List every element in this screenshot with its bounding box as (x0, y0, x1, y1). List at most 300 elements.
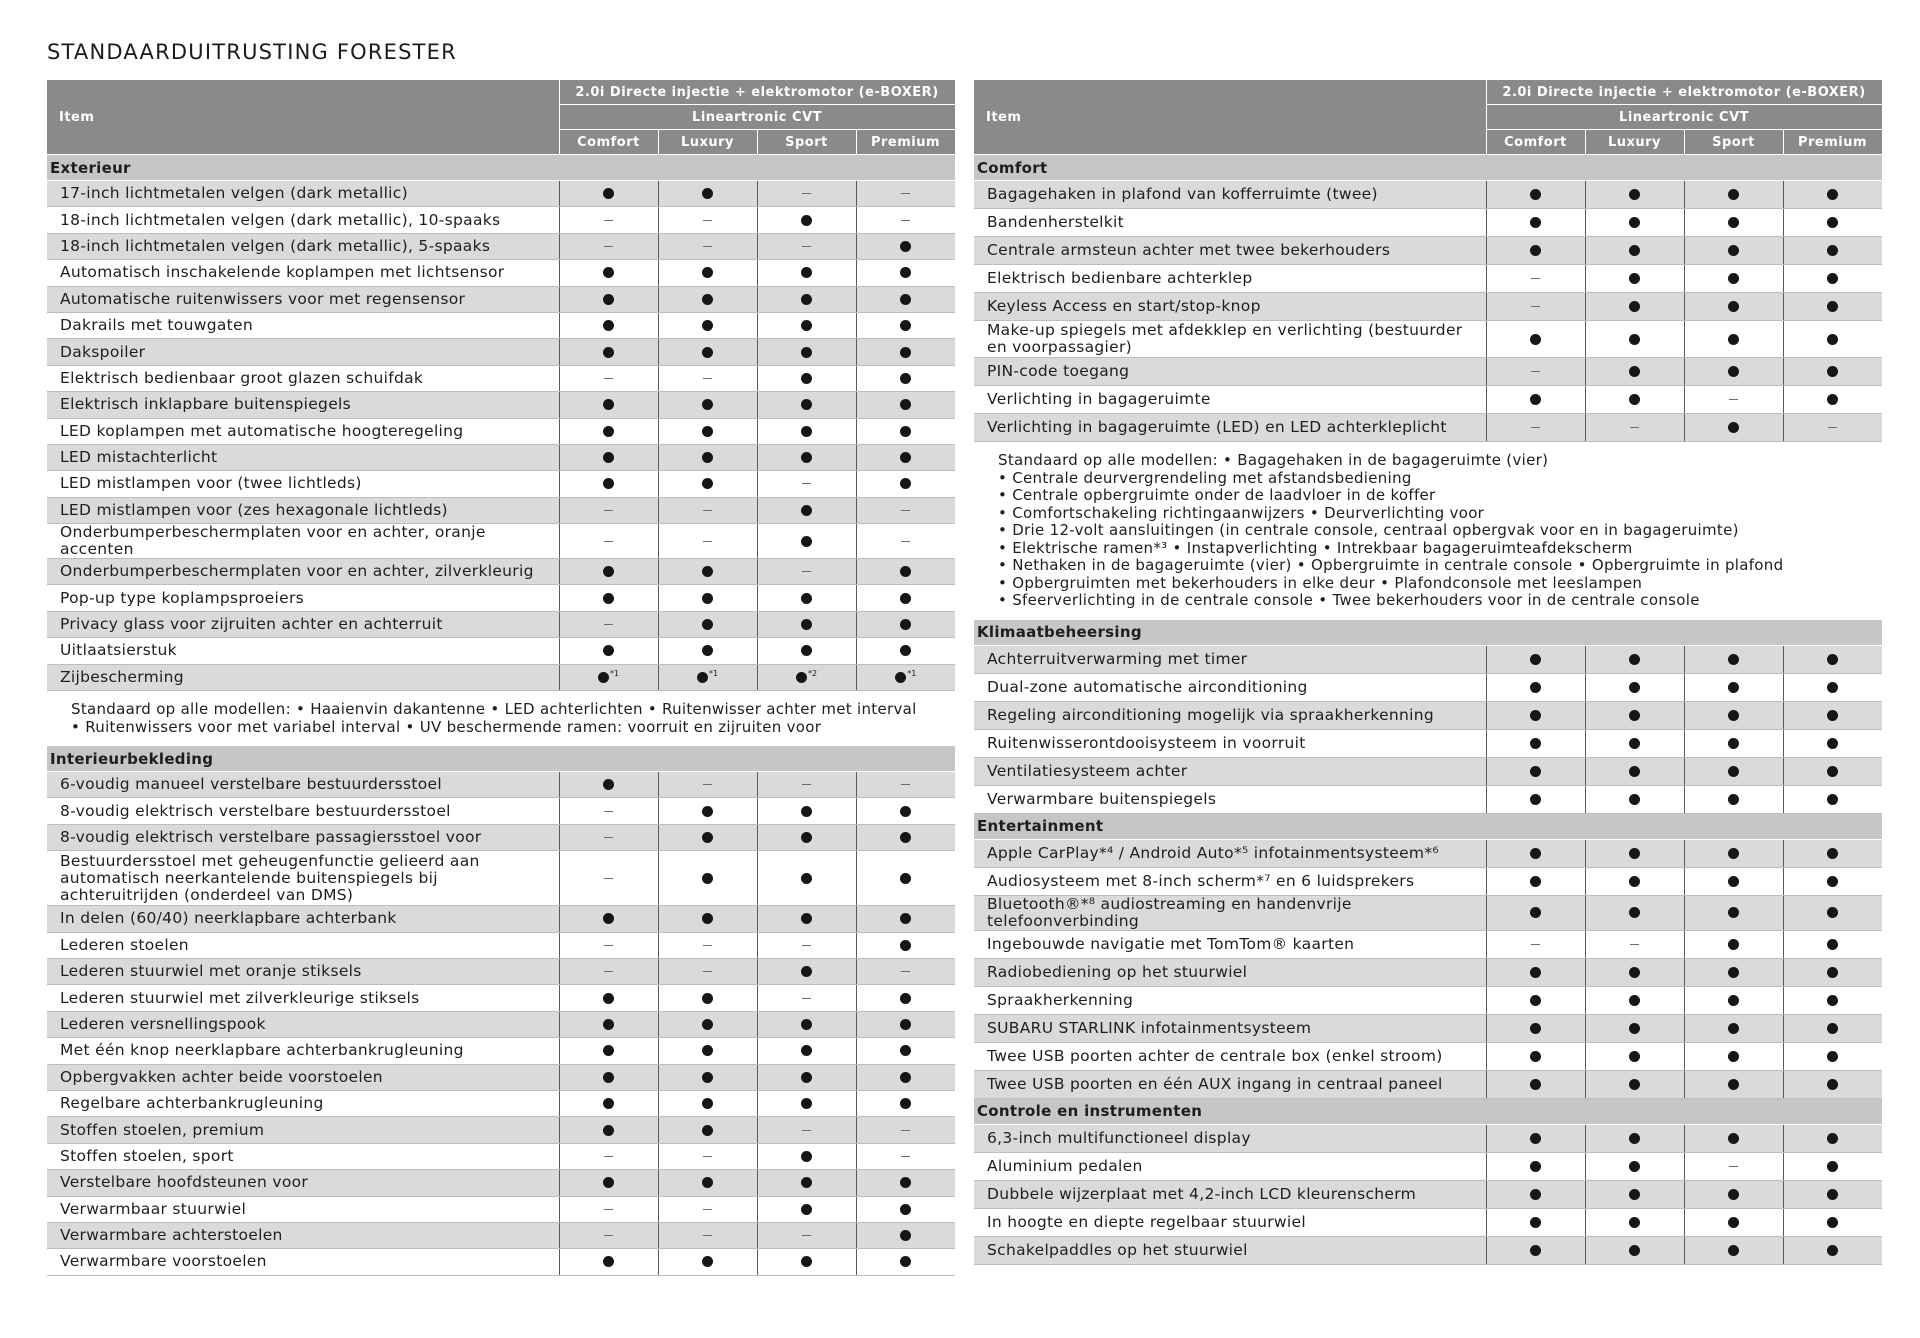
note-line: • Elektrische ramen*³ • Instapverlichting • Intrekbaar bagageruimteafdekscherm (998, 538, 1633, 557)
feature-label: Lederen versnellingspook (47, 1011, 559, 1037)
feature-label: Ingebouwde navigatie met TomTom® kaarten (974, 930, 1486, 958)
availability-cell (1585, 1236, 1684, 1264)
standard-dot-icon (1629, 654, 1640, 665)
standard-dot-icon (1530, 794, 1541, 805)
standard-dot-icon (603, 1125, 614, 1136)
standard-dot-icon (801, 1045, 812, 1056)
section-title: Exterieur (47, 155, 955, 181)
availability-cell (757, 1038, 856, 1064)
not-available-dash-icon (703, 945, 712, 946)
section-title: Controle en instrumenten (974, 1098, 1882, 1124)
table-row (974, 895, 1882, 930)
item-column-header: Item (974, 80, 1486, 155)
not-available-dash-icon (604, 878, 613, 879)
availability-cell (658, 392, 757, 418)
not-available-dash-icon (1630, 427, 1639, 428)
standard-dot-icon (1728, 766, 1739, 777)
standard-dot-icon (1728, 1189, 1739, 1200)
standard-dot-icon (702, 993, 713, 1004)
standard-dot-icon (801, 320, 812, 331)
feature-label: 17-inch lichtmetalen velgen (dark metallic) (47, 181, 559, 207)
standard-dot-icon (801, 452, 812, 463)
standard-dot-icon (702, 320, 713, 331)
availability-cell (856, 444, 955, 470)
table-row (47, 339, 955, 365)
transmission-header: Lineartronic CVT (559, 105, 955, 130)
table-row (47, 1196, 955, 1222)
table-row (974, 986, 1882, 1014)
availability-cell (757, 392, 856, 418)
table-row (47, 1038, 955, 1064)
availability-cell (658, 824, 757, 850)
availability-cell (559, 418, 658, 444)
availability-cell (1783, 321, 1882, 358)
availability-cell (757, 1011, 856, 1037)
availability-cell (559, 233, 658, 259)
availability-cell (856, 585, 955, 611)
feature-label: Achterruitverwarming met timer (974, 645, 1486, 673)
availability-cell (856, 638, 955, 664)
standard-dot-icon (801, 267, 812, 278)
table-row (47, 471, 955, 497)
not-available-dash-icon (604, 971, 613, 972)
feature-label: Privacy glass voor zijruiten achter en achterruit (47, 611, 559, 637)
availability-cell (1783, 265, 1882, 293)
table-row (974, 729, 1882, 757)
availability-cell (559, 906, 658, 932)
availability-cell (1783, 1236, 1882, 1264)
availability-cell (757, 906, 856, 932)
availability-cell (1486, 1070, 1585, 1098)
availability-cell (1585, 986, 1684, 1014)
feature-label: Aluminium pedalen (974, 1152, 1486, 1180)
availability-cell (658, 985, 757, 1011)
availability-cell (1486, 1152, 1585, 1180)
table-row (47, 1011, 955, 1037)
table-row (974, 673, 1882, 701)
section-title: Entertainment (974, 813, 1882, 839)
standard-dot-icon (1728, 967, 1739, 978)
availability-cell (559, 1064, 658, 1090)
standard-dot-icon (1728, 794, 1739, 805)
standard-dot-icon (1827, 1245, 1838, 1256)
trim-header-sport: Sport (1684, 130, 1783, 155)
standard-dot-icon (1827, 394, 1838, 405)
standard-dot-icon (1827, 273, 1838, 284)
standard-dot-icon (702, 645, 713, 656)
standard-dot-icon (1629, 334, 1640, 345)
table-row (47, 1117, 955, 1143)
standard-dot-icon (1728, 334, 1739, 345)
availability-cell (757, 1064, 856, 1090)
feature-label: Keyless Access en start/stop-knop (974, 293, 1486, 321)
availability-cell (1783, 839, 1882, 867)
availability-cell (856, 1090, 955, 1116)
availability-cell (1783, 867, 1882, 895)
standard-dot-icon (1629, 848, 1640, 859)
standard-dot-icon (1728, 682, 1739, 693)
standard-dot-icon (1530, 245, 1541, 256)
standard-dot-icon (702, 806, 713, 817)
availability-cell (856, 958, 955, 984)
feature-label: Verwarmbare achterstoelen (47, 1222, 559, 1248)
table-row (974, 1152, 1882, 1180)
availability-cell (1486, 321, 1585, 358)
standard-dot-icon (1629, 967, 1640, 978)
availability-cell (856, 524, 955, 559)
standard-dot-icon (1827, 1189, 1838, 1200)
availability-cell (1486, 673, 1585, 701)
standard-dot-icon (1629, 1133, 1640, 1144)
feature-label: In hoogte en diepte regelbaar stuurwiel (974, 1208, 1486, 1236)
availability-cell (658, 418, 757, 444)
not-available-dash-icon (604, 837, 613, 838)
not-available-dash-icon (703, 1235, 712, 1236)
standard-dot-icon (603, 1045, 614, 1056)
availability-cell (1486, 181, 1585, 209)
not-available-dash-icon (901, 784, 910, 785)
availability-cell (1585, 757, 1684, 785)
availability-cell (856, 365, 955, 391)
availability-cell (1783, 729, 1882, 757)
feature-label: Spraakherkenning (974, 986, 1486, 1014)
standard-dot-icon (900, 294, 911, 305)
standard-dot-icon (603, 452, 614, 463)
trim-header-sport: Sport (757, 130, 856, 155)
standard-dot-icon (1827, 967, 1838, 978)
availability-cell (1684, 1208, 1783, 1236)
availability-cell (1684, 757, 1783, 785)
availability-cell (559, 286, 658, 312)
availability-cell (1585, 645, 1684, 673)
availability-cell (856, 611, 955, 637)
availability-cell (559, 1249, 658, 1275)
availability-cell (1684, 1236, 1783, 1264)
section-header (47, 155, 955, 181)
not-available-dash-icon (1729, 399, 1738, 400)
feature-label: Schakelpaddles op het stuurwiel (974, 1236, 1486, 1264)
not-available-dash-icon (703, 1209, 712, 1210)
availability-cell (1783, 895, 1882, 930)
availability-cell (559, 611, 658, 637)
availability-cell (1585, 958, 1684, 986)
standard-dot-icon (1629, 710, 1640, 721)
availability-cell (1486, 237, 1585, 265)
feature-label: Stoffen stoelen, sport (47, 1143, 559, 1169)
availability-cell (1684, 181, 1783, 209)
standard-dot-icon (801, 1072, 812, 1083)
standard-dot-icon (1827, 1133, 1838, 1144)
standard-dot-icon (1728, 422, 1739, 433)
not-available-dash-icon (604, 220, 613, 221)
standard-dot-icon (1728, 1079, 1739, 1090)
availability-cell (757, 1196, 856, 1222)
availability-cell (757, 1117, 856, 1143)
availability-cell (1783, 673, 1882, 701)
standard-dot-icon (603, 913, 614, 924)
availability-cell (1486, 414, 1585, 442)
availability-cell (1486, 645, 1585, 673)
standard-dot-icon (1728, 189, 1739, 200)
standard-dot-icon (1530, 967, 1541, 978)
table-row (47, 260, 955, 286)
standard-dot-icon (1728, 273, 1739, 284)
feature-label: 6,3-inch multifunctioneel display (974, 1124, 1486, 1152)
feature-label: In delen (60/40) neerklapbare achterbank (47, 906, 559, 932)
standard-dot-icon (1728, 366, 1739, 377)
feature-label: 8-voudig elektrisch verstelbare bestuurdersstoel (47, 798, 559, 824)
availability-cell (1585, 895, 1684, 930)
standard-dot-icon (598, 672, 609, 683)
availability-cell (1684, 358, 1783, 386)
availability-cell (559, 958, 658, 984)
standard-dot-icon (1728, 301, 1739, 312)
standard-dot-icon (900, 1072, 911, 1083)
availability-cell (1684, 321, 1783, 358)
standard-note (974, 442, 1882, 620)
standard-dot-icon (1728, 1051, 1739, 1062)
availability-cell (856, 1196, 955, 1222)
standard-dot-icon (801, 832, 812, 843)
availability-cell (757, 497, 856, 523)
availability-cell (658, 181, 757, 207)
standard-dot-icon (702, 426, 713, 437)
section-header (974, 1098, 1882, 1124)
availability-cell (1783, 1014, 1882, 1042)
availability-cell (856, 286, 955, 312)
standard-dot-icon (900, 873, 911, 884)
availability-cell (559, 638, 658, 664)
availability-cell (1783, 209, 1882, 237)
standard-dot-icon (900, 806, 911, 817)
standard-dot-icon (900, 1256, 911, 1267)
availability-cell (856, 1117, 955, 1143)
feature-label: Lederen stuurwiel met oranje stiksels (47, 958, 559, 984)
table-row (47, 497, 955, 523)
availability-cell (658, 497, 757, 523)
availability-cell (1684, 1042, 1783, 1070)
standard-dot-icon (1827, 682, 1838, 693)
availability-cell (757, 418, 856, 444)
availability-cell (1585, 930, 1684, 958)
availability-cell (658, 559, 757, 585)
availability-cell (1783, 785, 1882, 813)
standard-dot-icon (603, 1098, 614, 1109)
standard-dot-icon (1530, 1245, 1541, 1256)
standard-dot-icon (1629, 794, 1640, 805)
section-header (47, 746, 955, 772)
availability-cell (1585, 181, 1684, 209)
standard-dot-icon (702, 1072, 713, 1083)
availability-cell (856, 260, 955, 286)
standard-dot-icon (1629, 273, 1640, 284)
availability-cell (1783, 181, 1882, 209)
availability-cell (1585, 701, 1684, 729)
availability-cell (757, 772, 856, 798)
availability-cell (757, 611, 856, 637)
item-column-header: Item (47, 80, 559, 155)
section-title: Interieurbekleding (47, 746, 955, 772)
table-row (47, 638, 955, 664)
standard-dot-icon (1827, 654, 1838, 665)
table-row (47, 1170, 955, 1196)
section-title: Klimaatbeheersing (974, 620, 1882, 646)
availability-cell (559, 851, 658, 906)
availability-cell (1783, 414, 1882, 442)
standard-dot-icon (702, 188, 713, 199)
standard-dot-icon (603, 320, 614, 331)
availability-cell (1783, 986, 1882, 1014)
standard-dot-icon (603, 1256, 614, 1267)
availability-cell (559, 1170, 658, 1196)
standard-dot-icon (1629, 995, 1640, 1006)
standard-dot-icon (603, 399, 614, 410)
table-row (47, 1064, 955, 1090)
availability-cell (1585, 729, 1684, 757)
transmission-header: Lineartronic CVT (1486, 105, 1882, 130)
availability-cell (559, 932, 658, 958)
standard-dot-icon (1728, 995, 1739, 1006)
feature-label: Verwarmbare voorstoelen (47, 1249, 559, 1275)
availability-cell (856, 932, 955, 958)
table-row (974, 209, 1882, 237)
standard-dot-icon (702, 1045, 713, 1056)
standard-dot-icon (702, 1125, 713, 1136)
feature-label: Regelbare achterbankrugleuning (47, 1090, 559, 1116)
availability-cell (856, 392, 955, 418)
standard-dot-icon (1530, 1023, 1541, 1034)
table-row (47, 851, 955, 906)
availability-cell (658, 585, 757, 611)
standard-note-text (47, 691, 955, 747)
standard-dot-icon (1728, 245, 1739, 256)
not-available-dash-icon (901, 971, 910, 972)
standard-dot-icon (900, 1177, 911, 1188)
availability-cell (1585, 358, 1684, 386)
feature-label: Elektrisch bedienbare achterklep (974, 265, 1486, 293)
feature-label: Onderbumperbeschermplaten voor en achter, oranje accenten (47, 524, 559, 559)
standard-dot-icon (1530, 334, 1541, 345)
standard-dot-icon (702, 1256, 713, 1267)
availability-cell (1684, 986, 1783, 1014)
feature-label: 18-inch lichtmetalen velgen (dark metallic), 5-spaaks (47, 233, 559, 259)
availability-cell (1684, 237, 1783, 265)
table-row (47, 233, 955, 259)
standard-dot-icon (900, 399, 911, 410)
availability-cell (1783, 237, 1882, 265)
standard-dot-icon (1827, 995, 1838, 1006)
standard-dot-icon (801, 913, 812, 924)
availability-cell (658, 286, 757, 312)
availability-cell (1486, 839, 1585, 867)
feature-label: Ruitenwisserontdooisysteem in voorruit (974, 729, 1486, 757)
availability-cell (559, 1196, 658, 1222)
availability-cell (1684, 867, 1783, 895)
availability-cell (1684, 729, 1783, 757)
availability-cell (1486, 701, 1585, 729)
availability-cell (856, 312, 955, 338)
availability-cell (856, 1222, 955, 1248)
standard-dot-icon (801, 1098, 812, 1109)
availability-cell (658, 772, 757, 798)
availability-cell (1486, 986, 1585, 1014)
standard-dot-icon (702, 1098, 713, 1109)
feature-label: Dubbele wijzerplaat met 4,2-inch LCD kleurenscherm (974, 1180, 1486, 1208)
standard-dot-icon (603, 1072, 614, 1083)
standard-dot-icon (1629, 738, 1640, 749)
availability-cell (559, 181, 658, 207)
availability-cell (1783, 358, 1882, 386)
availability-cell (559, 392, 658, 418)
table-row (974, 265, 1882, 293)
standard-dot-icon (801, 373, 812, 384)
availability-cell (658, 1170, 757, 1196)
engine-header: 2.0i Directe injectie + elektromotor (e-BOXER) (1486, 80, 1882, 105)
trim-header-comfort: Comfort (559, 130, 658, 155)
standard-dot-icon (702, 478, 713, 489)
availability-cell (1783, 701, 1882, 729)
availability-cell (1684, 673, 1783, 701)
availability-cell (1783, 757, 1882, 785)
trim-header-luxury: Luxury (658, 130, 757, 155)
standard-dot-icon (1530, 995, 1541, 1006)
availability-cell (1585, 1180, 1684, 1208)
availability-cell (559, 559, 658, 585)
table-row (47, 524, 955, 559)
standard-dot-icon (603, 779, 614, 790)
not-available-dash-icon (604, 624, 613, 625)
not-available-dash-icon (604, 1156, 613, 1157)
standard-dot-icon (603, 294, 614, 305)
table-row (974, 645, 1882, 673)
availability-cell (1585, 785, 1684, 813)
not-available-dash-icon (802, 571, 811, 572)
standard-dot-icon (900, 1204, 911, 1215)
standard-dot-icon (603, 1019, 614, 1030)
standard-dot-icon (801, 806, 812, 817)
feature-label: Dual-zone automatische airconditioning (974, 673, 1486, 701)
table-row (47, 444, 955, 470)
availability-cell (757, 1143, 856, 1169)
not-available-dash-icon (901, 193, 910, 194)
availability-cell (1783, 1070, 1882, 1098)
table-row (47, 286, 955, 312)
not-available-dash-icon (1531, 944, 1540, 945)
standard-dot-icon (1728, 217, 1739, 228)
standard-dot-icon (1629, 1189, 1640, 1200)
availability-cell (856, 339, 955, 365)
section-header (974, 813, 1882, 839)
feature-label: Opbergvakken achter beide voorstoelen (47, 1064, 559, 1090)
not-available-dash-icon (802, 1130, 811, 1131)
trim-header-premium: Premium (1783, 130, 1882, 155)
availability-cell (1486, 785, 1585, 813)
not-available-dash-icon (703, 246, 712, 247)
standard-dot-icon (900, 347, 911, 358)
availability-cell (1486, 358, 1585, 386)
feature-label: Verlichting in bagageruimte (974, 386, 1486, 414)
standard-dot-icon (1530, 1051, 1541, 1062)
availability-cell (1684, 839, 1783, 867)
not-available-dash-icon (703, 784, 712, 785)
footnote-marker: *2 (807, 669, 818, 679)
standard-dot-icon (1827, 939, 1838, 950)
standard-dot-icon (900, 373, 911, 384)
standard-dot-icon (801, 505, 812, 516)
availability-cell (1783, 386, 1882, 414)
standard-dot-icon (1530, 1079, 1541, 1090)
standard-dot-icon (900, 1230, 911, 1241)
